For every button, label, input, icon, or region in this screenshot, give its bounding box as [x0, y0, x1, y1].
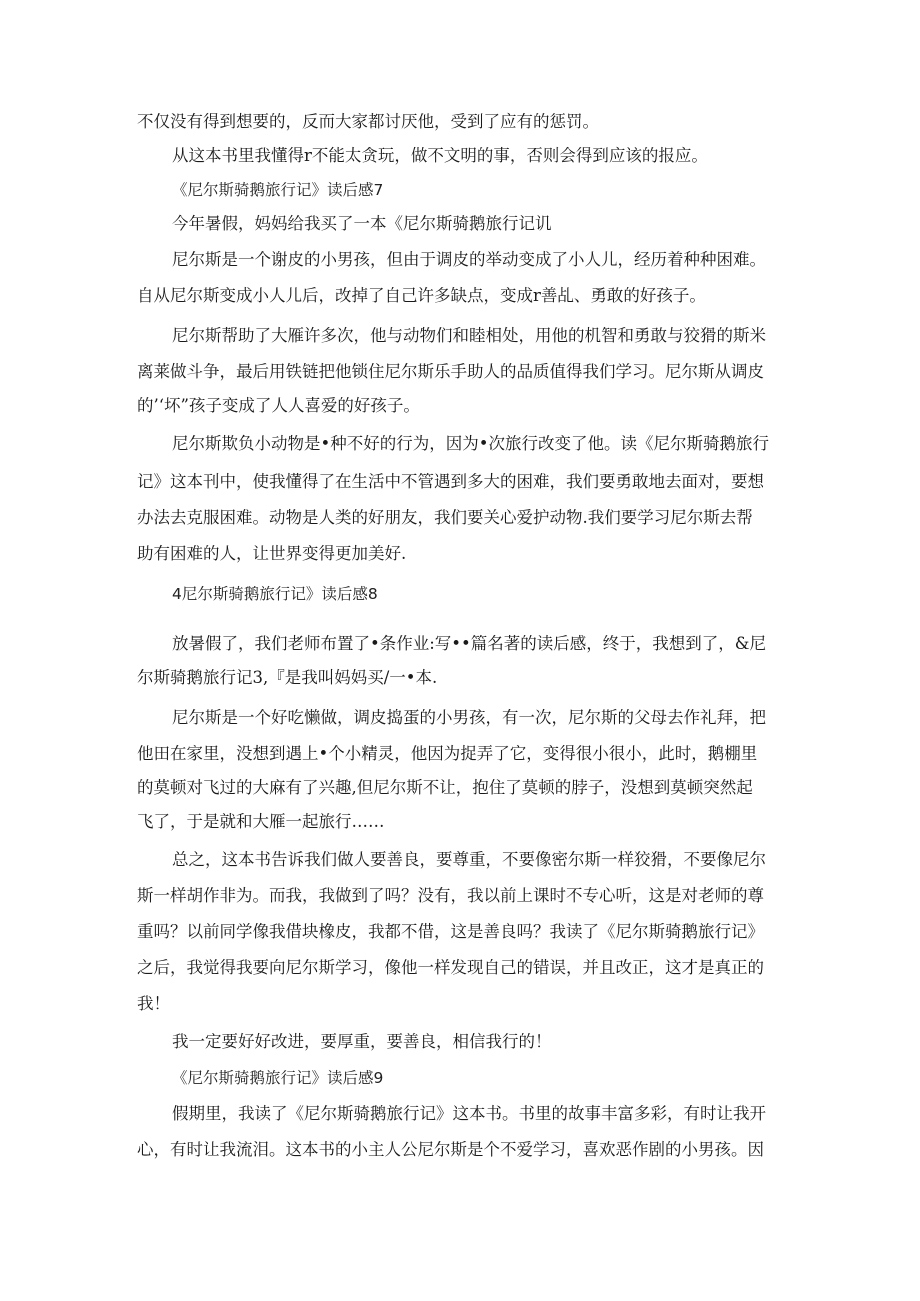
text-line: 我一定要好好改进，要厚重，要善良，相信我行的！: [172, 1032, 552, 1051]
text-line: 飞了，于是就和大雁一起旅行……: [137, 812, 385, 831]
text-line: 心，有时让我流泪。这本书的小主人公尼尔斯是个不爱学习，喜欢恶作剧的小男孩。因: [137, 1140, 764, 1159]
section-title: 《尼尔斯骑鹅旅行记》读后感9: [172, 1069, 384, 1087]
text-line: 的莫顿对飞过的大麻有了兴趣,但尼尔斯不让，抱住了莫顿的脖子，没想到莫顿突然起: [137, 778, 753, 797]
text-line: 斯一样胡作非为。而我，我做到了吗？没有，我以前上课时不专心听，这是对老师的尊: [137, 886, 764, 905]
text-line: 尔斯骑鹅旅行记3,『是我叫妈妈买/一•本.: [137, 668, 438, 687]
text-line: 离莱做斗争，最后用铁链把他锁住尼尔斯乐手助人的品质值得我们学习。尼尔斯从调皮: [137, 362, 764, 381]
text-line: 尼尔斯欺负小动物是•种不好的行为，因为•次旅行改变了他。读《尼尔斯骑鹅旅行: [172, 434, 769, 453]
text-line: 尼尔斯是一个好吃懒做，调皮捣蛋的小男孩，有一次，尼尔斯的父母去作礼拜，把: [172, 708, 766, 727]
section-title: 《尼尔斯骑鹅旅行记》读后感7: [172, 181, 384, 199]
text-line: 之后，我觉得我要向尼尔斯学习，像他一样发现自己的错误，并且改正，这才是真正的: [137, 958, 764, 977]
text-line: 自从尼尔斯变成小人儿后，改掉了自己许多缺点，变成r善乩、勇敢的好孩子。: [137, 286, 706, 305]
text-line: 放暑假了，我们老师布置了•条作业:写••篇名著的读后感，终于，我想到了，&尼: [172, 634, 766, 653]
text-line: 记》这本刊中，使我懂得了在生活中不管遇到多大的困难，我们要勇敢地去面对，要想: [137, 472, 764, 491]
text-line: 我！: [137, 994, 170, 1013]
text-line: 办法去克服困难。动物是人类的好朋友，我们要关心爱护动物.我们要学习尼尔斯去帮: [137, 508, 753, 527]
text-line: 不仅没有得到想要的，反而大家都讨厌他，受到了应有的惩罚。: [137, 112, 599, 131]
text-line: 总之，这本书告诉我们做人要善良，要尊重，不要像密尔斯一样狡猾，不要像尼尔: [172, 850, 766, 869]
text-line: 尼尔斯帮助了大雁许多次，他与动物们和睦相处，用他的机智和勇敢与狡猾的斯米: [172, 326, 766, 345]
text-line: 的’‘坏”孩子变成了人人喜爱的好孩子。: [137, 396, 420, 415]
text-line: 助有困难的人，让世界变得更加美好.: [137, 544, 407, 563]
text-line: 重吗？以前同学像我借块橡皮，我都不借，这是善良吗？我读了《尼尔斯骑鹅旅行记》: [137, 922, 764, 941]
text-line: 今年暑假，妈妈给我买了一本《尼尔斯骑鹅旅行记讥: [172, 214, 552, 233]
section-title: 4尼尔斯骑鹅旅行记》读后感8: [172, 585, 378, 603]
text-line: 假期里，我读了《尼尔斯骑鹅旅行记》这本书。书里的故事丰富多彩，有时让我开: [172, 1104, 766, 1123]
text-line: 尼尔斯是一个谢皮的小男孩，但由于调皮的举动变成了小人儿，经历着种种困难。: [172, 250, 766, 269]
text-line: 从这本书里我懂得r不能太贪玩，做不文明的事，否则会得到应该的报应。: [172, 146, 708, 165]
text-line: 他田在家里，没想到遇上•个小精灵，他因为捉弄了它，变得很小很小，此时，鹅棚里: [137, 744, 758, 763]
